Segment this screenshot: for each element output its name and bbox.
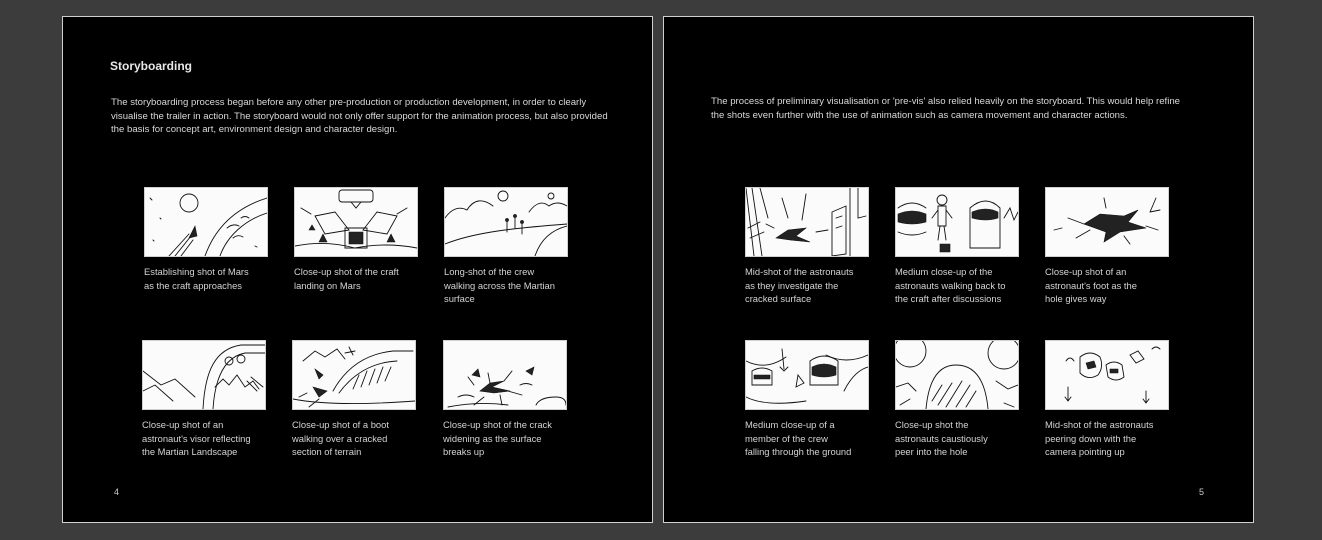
storyboard-panel-3: [444, 187, 568, 306]
storyboard-panel-6: [443, 340, 567, 459]
sketch-crack-widening: [443, 340, 567, 410]
sketch-craft-landing: [294, 187, 418, 257]
panel-caption: Close-up shot of the craft landing on Mars: [294, 266, 399, 291]
panel-caption: Close-up shot the astronauts caustiously peer into the hole: [895, 419, 988, 458]
storyboard-panel-7: [745, 187, 869, 306]
storyboard-panel-4: [142, 340, 266, 459]
panel-caption: Mid-shot of the astronauts as they investigate the cracked surface: [745, 266, 854, 305]
storyboard-panel-11: [895, 340, 1019, 459]
sketch-boot-crack: [292, 340, 416, 410]
sketch-visor-reflection: [142, 340, 266, 410]
sketch-investigate-surface: [745, 187, 869, 257]
sketch-walking-back: [895, 187, 1019, 257]
page-number: 4: [114, 487, 120, 497]
storyboard-panel-5: [292, 340, 416, 459]
sketch-mars-approach: [144, 187, 268, 257]
storyboard-panel-10: [745, 340, 869, 459]
panel-caption: Close-up shot of the crack widening as the surface breaks up: [443, 419, 552, 458]
page-title: Storyboarding: [110, 59, 193, 73]
sketch-peer-into-hole: [895, 340, 1019, 410]
storyboard-panel-2: [294, 187, 418, 292]
page-number: 5: [1199, 487, 1205, 497]
panel-caption: Close-up shot of a boot walking over a cracked section of terrain: [292, 419, 389, 458]
panel-caption: Establishing shot of Mars as the craft approaches: [144, 266, 249, 291]
page-right: [663, 16, 1254, 523]
intro-paragraph-left: The storyboarding process began before any other pre-production or production development, in order to clearly visualise the trailer in action. The storyboard would not only offer support for the animation process, but also provided the basis for concept art, environment design and character design.: [111, 97, 608, 136]
storyboard-panel-1: [144, 187, 268, 292]
intro-paragraph-right: The process of preliminary visualisation or 'pre-vis' also relied heavily on the storyboard. This would help refine the shots even further with the use of animation such as camera movement and character actions.: [711, 96, 1181, 121]
sketch-peering-down: [1045, 340, 1169, 410]
panel-caption: Medium close-up of a member of the crew falling through the ground: [745, 419, 852, 458]
page-left: [62, 16, 653, 523]
panel-caption: Close-up shot of an astronaut's foot as the hole gives way: [1045, 266, 1137, 305]
panel-caption: Mid-shot of the astronauts peering down with the camera pointing up: [1045, 419, 1154, 458]
sketch-crew-walking: [444, 187, 568, 257]
panel-caption: Long-shot of the crew walking across the Martian surface: [444, 266, 555, 305]
storyboard-panel-8: [895, 187, 1019, 306]
sketch-falling-crew: [745, 340, 869, 410]
panel-caption: Close-up shot of an astronaut's visor reflecting the Martian Landscape: [142, 419, 251, 458]
panel-caption: Medium close-up of the astronauts walking back to the craft after discussions: [895, 266, 1006, 305]
storyboard-panel-12: [1045, 340, 1169, 459]
storyboard-panel-9: [1045, 187, 1169, 306]
sketch-hole-gives-way: [1045, 187, 1169, 257]
